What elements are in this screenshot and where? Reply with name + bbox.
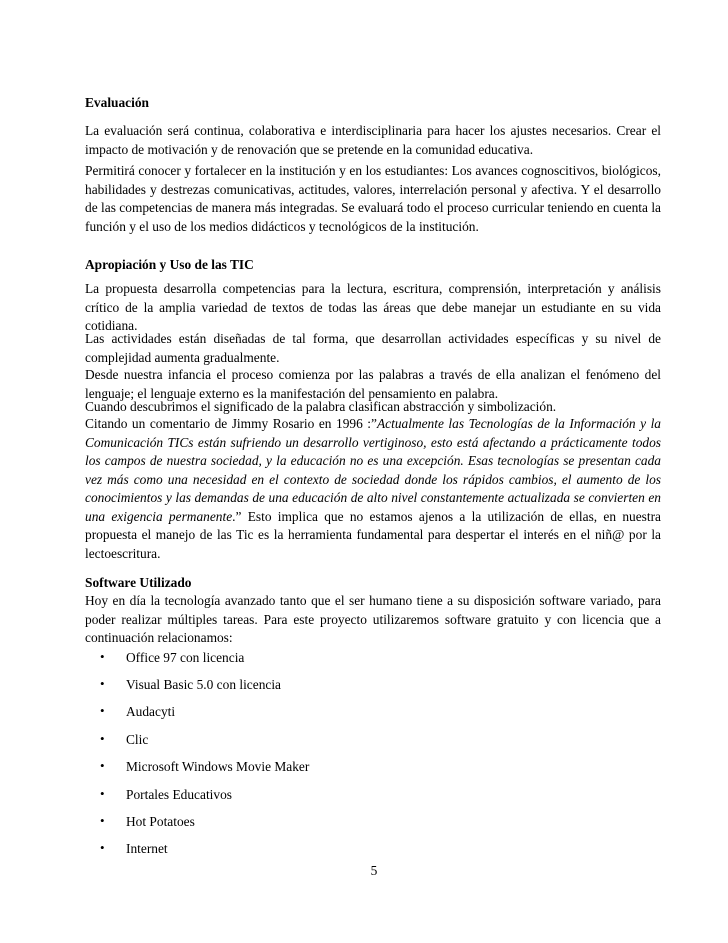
bullet-icon: • — [100, 649, 105, 664]
bullet-icon: • — [100, 731, 105, 746]
document-page: Evaluación La evaluación será continua, colaborativa e interdisciplinaria para hacer los ajustes necesarios. Crear el impacto de motivación y de renovación que se pretende en la comunidad educativa. Permitirá conocer y fortalecer en la institución y en los estudiantes: Los avances cognoscitivos, biológicos, habilidades y destrezas comunicativas, actitudes, valores, interrelación personal y afectiva. Y el desarrollo de las competencias de manera más integradas. Se evaluará todo el proceso curricular teniendo en cuenta la función y el uso de los medios didácticos y tecnológicos de la institución. Apropiación y Uso de las TIC La propuesta desarrolla competencias para la lectura, escritura, comprensión, interpretación y análisis crítico de la amplia variedad de textos de todas las áreas que debe manejar un estudiante en su vida cotidiana. Las actividades están diseñadas de tal forma, que desarrollan actividades específicas y su nivel de complejidad aumenta gradualmente. Desde nuestra infancia el proceso comienza por las palabras a través de ella analizan el fenómeno del lenguaje; el lenguaje externo es la manifestación del pensamiento en palabra. Cuando descubrimos el significado de la palabra clasifican abstracción y simbolización. Citando un comentario de Jimmy Rosario en 1996 :”Actualmente las Tecnologías de la Información y la Comunicación TICs están sufriendo un desarrollo vertiginoso, esto está afectando a prácticamente todos los campos de nuestra sociedad, y la educación no es una excepción. Esas tecnologías se presentan cada vez más como una necesidad en el contexto de sociedad donde los rápidos cambios, el aumento de los conocimientos y las demandas de una educación de alto nivel constantemente actualizada se convierten en una exigencia permanente.” Esto implica que no estamos ajenos a la utilización de ellas, en nuestra propuesta el manejo de las Tic es la herramienta fundamental para despertar el interés en el niñ@ por la lectoescritura. Software Utilizado Hoy en día la tecnología avanzado tanto que el ser humano tiene a su disposición software variado, para poder realizar múltiples tareas. Para este proyecto utilizaremos software gratuito y con licencia que a continuación relacionamos: • Office 97 con licencia • Visual Basic 5.0 con licencia • Audacyti • Clic • Microsoft Windows Movie Maker • Portales Educativos • Hot Potatoes • Internet 5 — [0, 0, 728, 943]
quote-conclusion: .” Esto implica que no estamos ajenos a la utilización de ellas, en nuestra propuesta el manejo de las Tic es la herramienta fundamental para despertar el interés en el niñ@ por la lectoescritura. — [85, 508, 662, 561]
bullet-icon: • — [100, 758, 105, 773]
bullet-icon: • — [100, 840, 105, 855]
bullet-icon: • — [100, 703, 105, 718]
apropiacion-paragraph-4: Cuando descubrimos el significado de la palabra clasifican abstracción y simbolización. — [85, 399, 557, 414]
software-paragraph-1: Hoy en día la tecnología avanzado tanto que el ser humano tiene a su disposición software variado, para poder realizar múltiples tareas. Para este proyecto utilizaremos software gratuito y con licencia que a continuación relacionamos: — [85, 593, 661, 645]
quote-text: Actualmente las Tecnologías de la Información y la Comunicación TICs están sufriendo un desarrollo vertiginoso, esto está afectando a prácticamente todos los campos de nuestra sociedad, y la educación no es una excepción. Esas tecnologías se presentan cada vez más como una necesidad en el contexto de sociedad donde los rápidos cambios, el aumento de los conocimientos y las demandas de una educación de alto nivel constantemente actualizada se convierten en una exigencia permanente — [85, 416, 661, 524]
apropiacion-paragraph-1: La propuesta desarrolla competencias para la lectura, escritura, comprensión, interpretación y análisis crítico de la amplia variedad de textos de todas las áreas que debe manejar un estudiante en su vida cotidiana. — [85, 281, 661, 333]
apropiacion-paragraph-2: Las actividades están diseñadas de tal forma, que desarrollan actividades específicas y su nivel de complejidad aumenta gradualmente. — [85, 331, 661, 365]
bullet-icon: • — [100, 676, 105, 691]
apropiacion-paragraph-5 — [85, 415, 661, 563]
evaluacion-paragraph-2: Permitirá conocer y fortalecer en la institución y en los estudiantes: Los avances cognoscitivos, biológicos, habilidades y destrezas comunicativas, actitudes, valores, interrelación personal y afectiva. Y el desarrollo de las competencias de manera más integradas. Se evaluará todo el proceso curricular teniendo en cuenta la función y el uso de los medios didácticos y tecnológicos de la institución. — [85, 163, 661, 234]
apropiacion-paragraph-3: Desde nuestra infancia el proceso comienza por las palabras a través de ella analizan el fenómeno del lenguaje; el lenguaje externo es la manifestación del pensamiento en palabra. — [85, 367, 661, 401]
heading-evaluacion: Evaluación — [85, 95, 149, 110]
bullet-icon: • — [100, 786, 105, 801]
page-number: 5 — [370, 863, 378, 878]
bullet-icon: • — [100, 813, 105, 828]
heading-apropiacion-tic: Apropiación y Uso de las TIC — [85, 257, 254, 272]
evaluacion-paragraph-1: La evaluación será continua, colaborativa e interdisciplinaria para hacer los ajustes necesarios. Crear el impacto de motivación y de renovación que se pretende en la comunidad educativa. — [85, 123, 661, 157]
quote-intro: Citando un comentario de Jimmy Rosario en 1996 :” — [85, 416, 377, 431]
heading-software-utilizado: Software Utilizado — [85, 575, 192, 590]
